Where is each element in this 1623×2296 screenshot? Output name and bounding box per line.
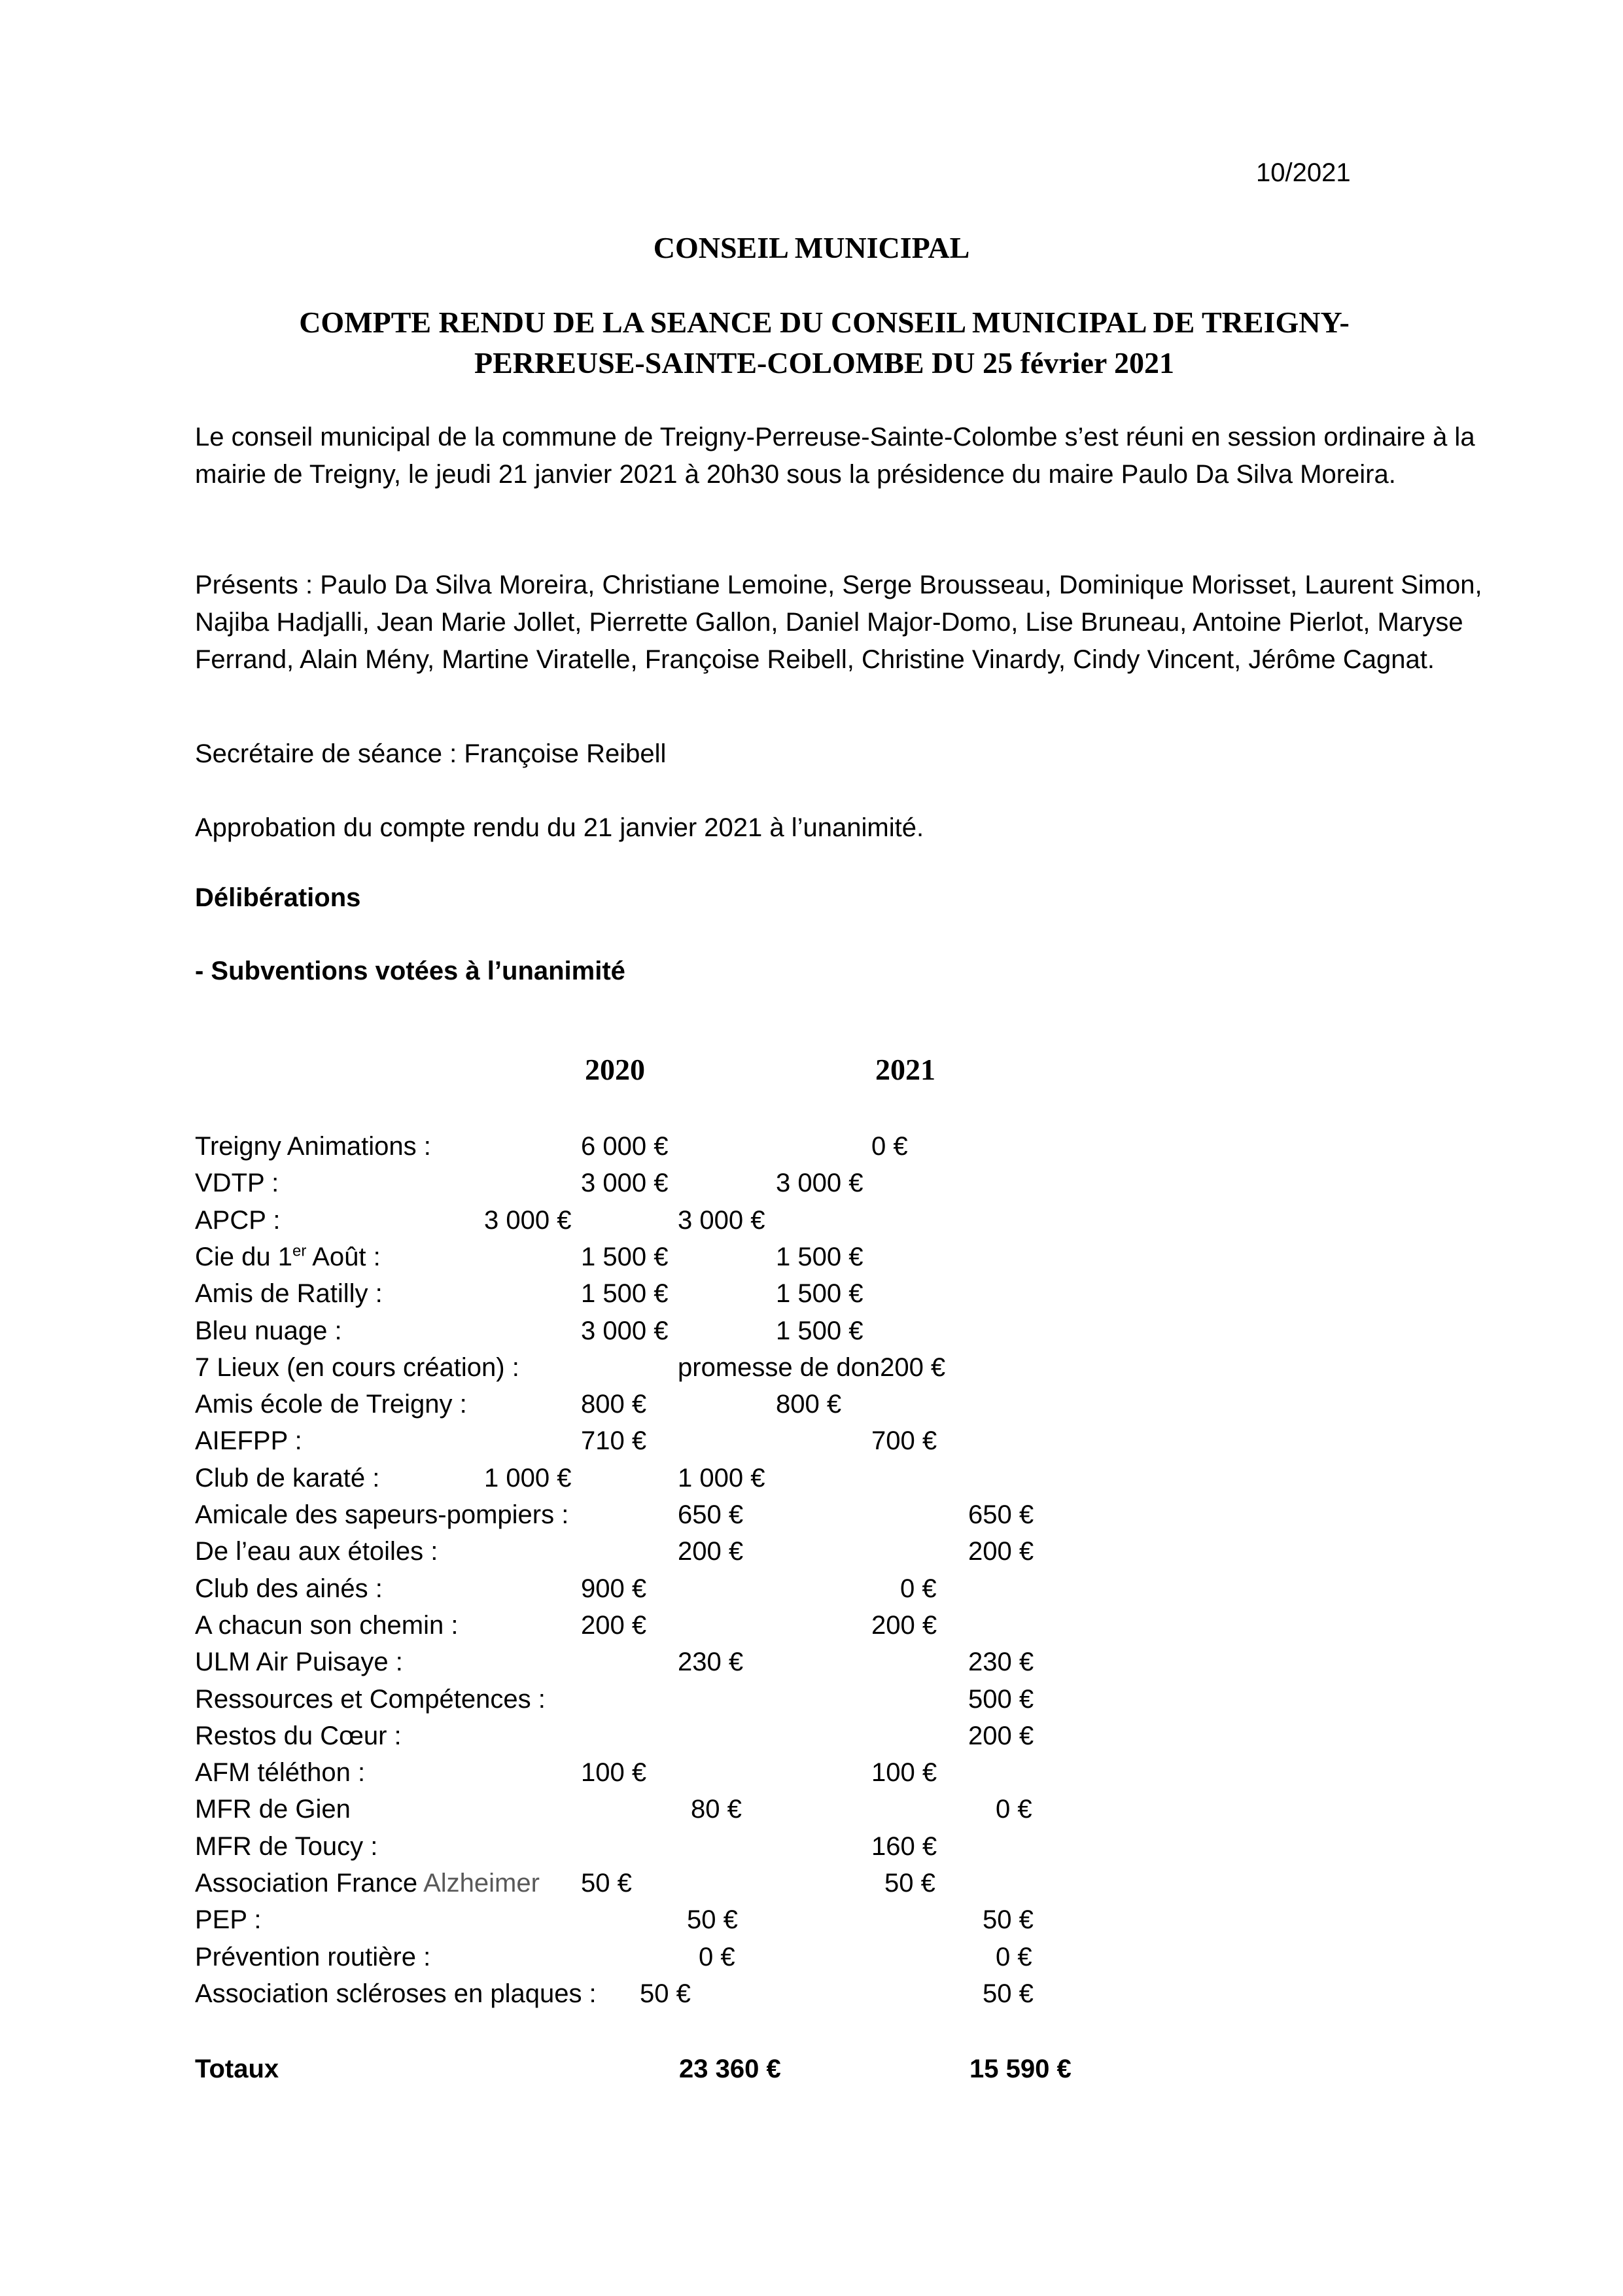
subsidy-value-2021: 650 € — [968, 1500, 1034, 1529]
subsidy-row — [0, 1206, 1623, 1243]
subsidy-label: Ressources et Compétences : — [195, 1685, 546, 1714]
document-title: CONSEIL MUNICIPAL — [653, 231, 970, 264]
subsidy-value-2020: 80 € — [691, 1795, 742, 1824]
subsidy-value-2020: 3 000 € — [581, 1316, 669, 1345]
subsidy-label: VDTP : — [195, 1169, 279, 1197]
subsidy-value-2020: 1 500 € — [581, 1243, 669, 1271]
column-header-2021: 2021 — [875, 1053, 935, 1086]
subsidy-row — [0, 1574, 1623, 1612]
subsidy-label: ULM Air Puisaye : — [195, 1648, 403, 1676]
subsidy-value-2021: 50 € — [884, 1869, 935, 1898]
subsidy-row — [0, 1279, 1623, 1316]
subsidy-label: 7 Lieux (en cours création) : — [195, 1353, 519, 1382]
subsidy-row — [0, 1390, 1623, 1427]
subsidy-row — [0, 1611, 1623, 1648]
subsidy-value-2020: 900 € — [581, 1574, 647, 1603]
subsidy-value-2021: 3 000 € — [678, 1206, 765, 1235]
subsidy-value-2021: 3 000 € — [776, 1169, 864, 1197]
subsidy-label: A chacun son chemin : — [195, 1611, 459, 1640]
subsidy-value-2021: 700 € — [871, 1426, 937, 1455]
subsidy-label: AIEFPP : — [195, 1426, 302, 1455]
subsidy-value-2021: 50 € — [983, 1979, 1034, 2008]
subsidy-label: APCP : — [195, 1206, 281, 1235]
subsidy-label: Bleu nuage : — [195, 1316, 342, 1345]
subsidy-value-2021: 100 € — [871, 1758, 937, 1787]
subsidy-value-2020: 1 500 € — [581, 1279, 669, 1308]
subsidy-value-2020: 230 € — [678, 1648, 744, 1676]
subsidy-row — [0, 1169, 1623, 1206]
subsidy-value-2020: 200 € — [678, 1537, 744, 1566]
total-2021: 15 590 € — [969, 2055, 1072, 2083]
subsidy-value-2020: 3 000 € — [484, 1206, 572, 1235]
subsidy-value-2020: 50 € — [687, 1905, 738, 1934]
secretary-line: Secrétaire de séance : Françoise Reibell — [195, 739, 667, 768]
subsidy-row — [0, 1316, 1623, 1354]
subsidy-label: MFR de Toucy : — [195, 1832, 378, 1861]
subsidy-row — [0, 1979, 1623, 2017]
subsidy-value-2020: 50 € — [581, 1869, 632, 1898]
total-2020: 23 360 € — [679, 2055, 781, 2083]
subsidy-label: Amis école de Treigny : — [195, 1390, 467, 1419]
attendees-paragraph: Présents : Paulo Da Silva Moreira, Christiane Lemoine, Serge Brousseau, Dominique Morisset, Laurent Simon, Najiba Hadjalli, Jean Marie Jollet, Pierrette Gallon, Daniel Major-Domo, Lise Bruneau, Antoine Pierlot, Maryse Ferrand, Alain Mény, Martine Viratelle, Françoise Reibell, Christine Vinardy, Cindy Vincent, Jérôme Cagnat. — [195, 571, 1482, 674]
subsidy-value-2020: 200 € — [581, 1611, 647, 1640]
subsidy-value-2021: 50 € — [983, 1905, 1034, 1934]
subsidy-value-2020: 650 € — [678, 1500, 744, 1529]
subsidy-row — [0, 1832, 1623, 1869]
subsidy-value-2020: 1 000 € — [484, 1464, 572, 1492]
subsidy-value-2021: 1 500 € — [776, 1316, 864, 1345]
subsidy-label: Cie du 1er Août : — [195, 1242, 381, 1271]
subsidy-row — [0, 1722, 1623, 1759]
subsidy-label: Restos du Cœur : — [195, 1722, 402, 1750]
subsidy-label-gray-part: Alzheimer — [423, 1869, 540, 1898]
subsidy-row — [0, 1795, 1623, 1832]
ordinal-superscript: er — [292, 1242, 307, 1260]
subsidy-value-2021: 500 € — [968, 1685, 1034, 1714]
subsidy-value-2021: 800 € — [776, 1390, 842, 1419]
subsidy-label: Treigny Animations : — [195, 1132, 431, 1161]
subsidy-label: Association scléroses en plaques : — [195, 1979, 597, 2008]
subsidy-row — [0, 1132, 1623, 1169]
subsidy-label: Association France Alzheimer — [195, 1869, 540, 1898]
subsidy-label: Prévention routière : — [195, 1943, 431, 1971]
subsidy-row — [0, 1648, 1623, 1685]
subsidy-label: Club des ainés : — [195, 1574, 383, 1603]
deliberations-heading: Délibérations — [195, 883, 361, 912]
document-subtitle: COMPTE RENDU DE LA SEANCE DU CONSEIL MUNICIPAL DE TREIGNY-PERREUSE-SAINTE-COLOMBE DU 25 février 2021 — [299, 306, 1350, 380]
subsidy-value-2020: 50 € — [640, 1979, 691, 2008]
subsidy-row — [0, 1905, 1623, 1943]
subsidy-value-2021: 0 € — [900, 1574, 937, 1603]
subsidy-label: De l’eau aux étoiles : — [195, 1537, 438, 1566]
subsidy-row — [0, 1500, 1623, 1538]
subsidy-label: Club de karaté : — [195, 1464, 380, 1492]
subsidy-row — [0, 1426, 1623, 1464]
subsidy-value-2021: 1 000 € — [678, 1464, 765, 1492]
subsidy-row — [0, 1243, 1623, 1280]
totals-label: Totaux — [195, 2055, 279, 2083]
subsidy-value-2020: 6 000 € — [581, 1132, 669, 1161]
subsidy-value-2021: 0 € — [996, 1943, 1032, 1971]
subsidy-value-2021: 0 € — [996, 1795, 1032, 1824]
subsidy-value-2021: 230 € — [968, 1648, 1034, 1676]
subsidy-value-2021: 200 € — [968, 1537, 1034, 1566]
column-header-2020: 2020 — [585, 1053, 645, 1086]
subsidy-label: MFR de Gien — [195, 1795, 351, 1824]
approval-line: Approbation du compte rendu du 21 janvier 2021 à l’unanimité. — [195, 813, 924, 842]
subsidy-row — [0, 1869, 1623, 1906]
subsidy-label: Amicale des sapeurs-pompiers : — [195, 1500, 569, 1529]
subsidy-value-2021: 1 500 € — [776, 1279, 864, 1308]
subsidy-row — [0, 1758, 1623, 1795]
document-reference: 10/2021 — [1256, 158, 1351, 187]
subsidy-label: PEP : — [195, 1905, 262, 1934]
subsidy-value-2021: promesse de don200 € — [678, 1353, 946, 1382]
subsidy-row — [0, 1464, 1623, 1501]
subsidy-value-2021: 0 € — [871, 1132, 908, 1161]
subsidy-value-2020: 3 000 € — [581, 1169, 669, 1197]
subsidy-row — [0, 1943, 1623, 1980]
subsidy-value-2021: 1 500 € — [776, 1243, 864, 1271]
subsidy-value-2021: 200 € — [968, 1722, 1034, 1750]
subsidy-label: AFM téléthon : — [195, 1758, 366, 1787]
subsidy-value-2020: 710 € — [581, 1426, 647, 1455]
subsidy-value-2020: 0 € — [699, 1943, 735, 1971]
subsidy-value-2020: 100 € — [581, 1758, 647, 1787]
intro-paragraph: Le conseil municipal de la commune de Treigny-Perreuse-Sainte-Colombe s’est réuni en session ordinaire à la mairie de Treigny, le jeudi 21 janvier 2021 à 20h30 sous la présidence du maire Paulo Da Silva Moreira. — [195, 423, 1475, 489]
subsidy-row — [0, 1353, 1623, 1390]
subsidy-row — [0, 1685, 1623, 1722]
subsidy-value-2021: 160 € — [871, 1832, 937, 1861]
subsidy-value-2020: 800 € — [581, 1390, 647, 1419]
subsidy-value-2021: 200 € — [871, 1611, 937, 1640]
subsidies-heading: - Subventions votées à l’unanimité — [195, 957, 625, 985]
subsidy-label: Amis de Ratilly : — [195, 1279, 383, 1308]
subsidy-row — [0, 1537, 1623, 1574]
